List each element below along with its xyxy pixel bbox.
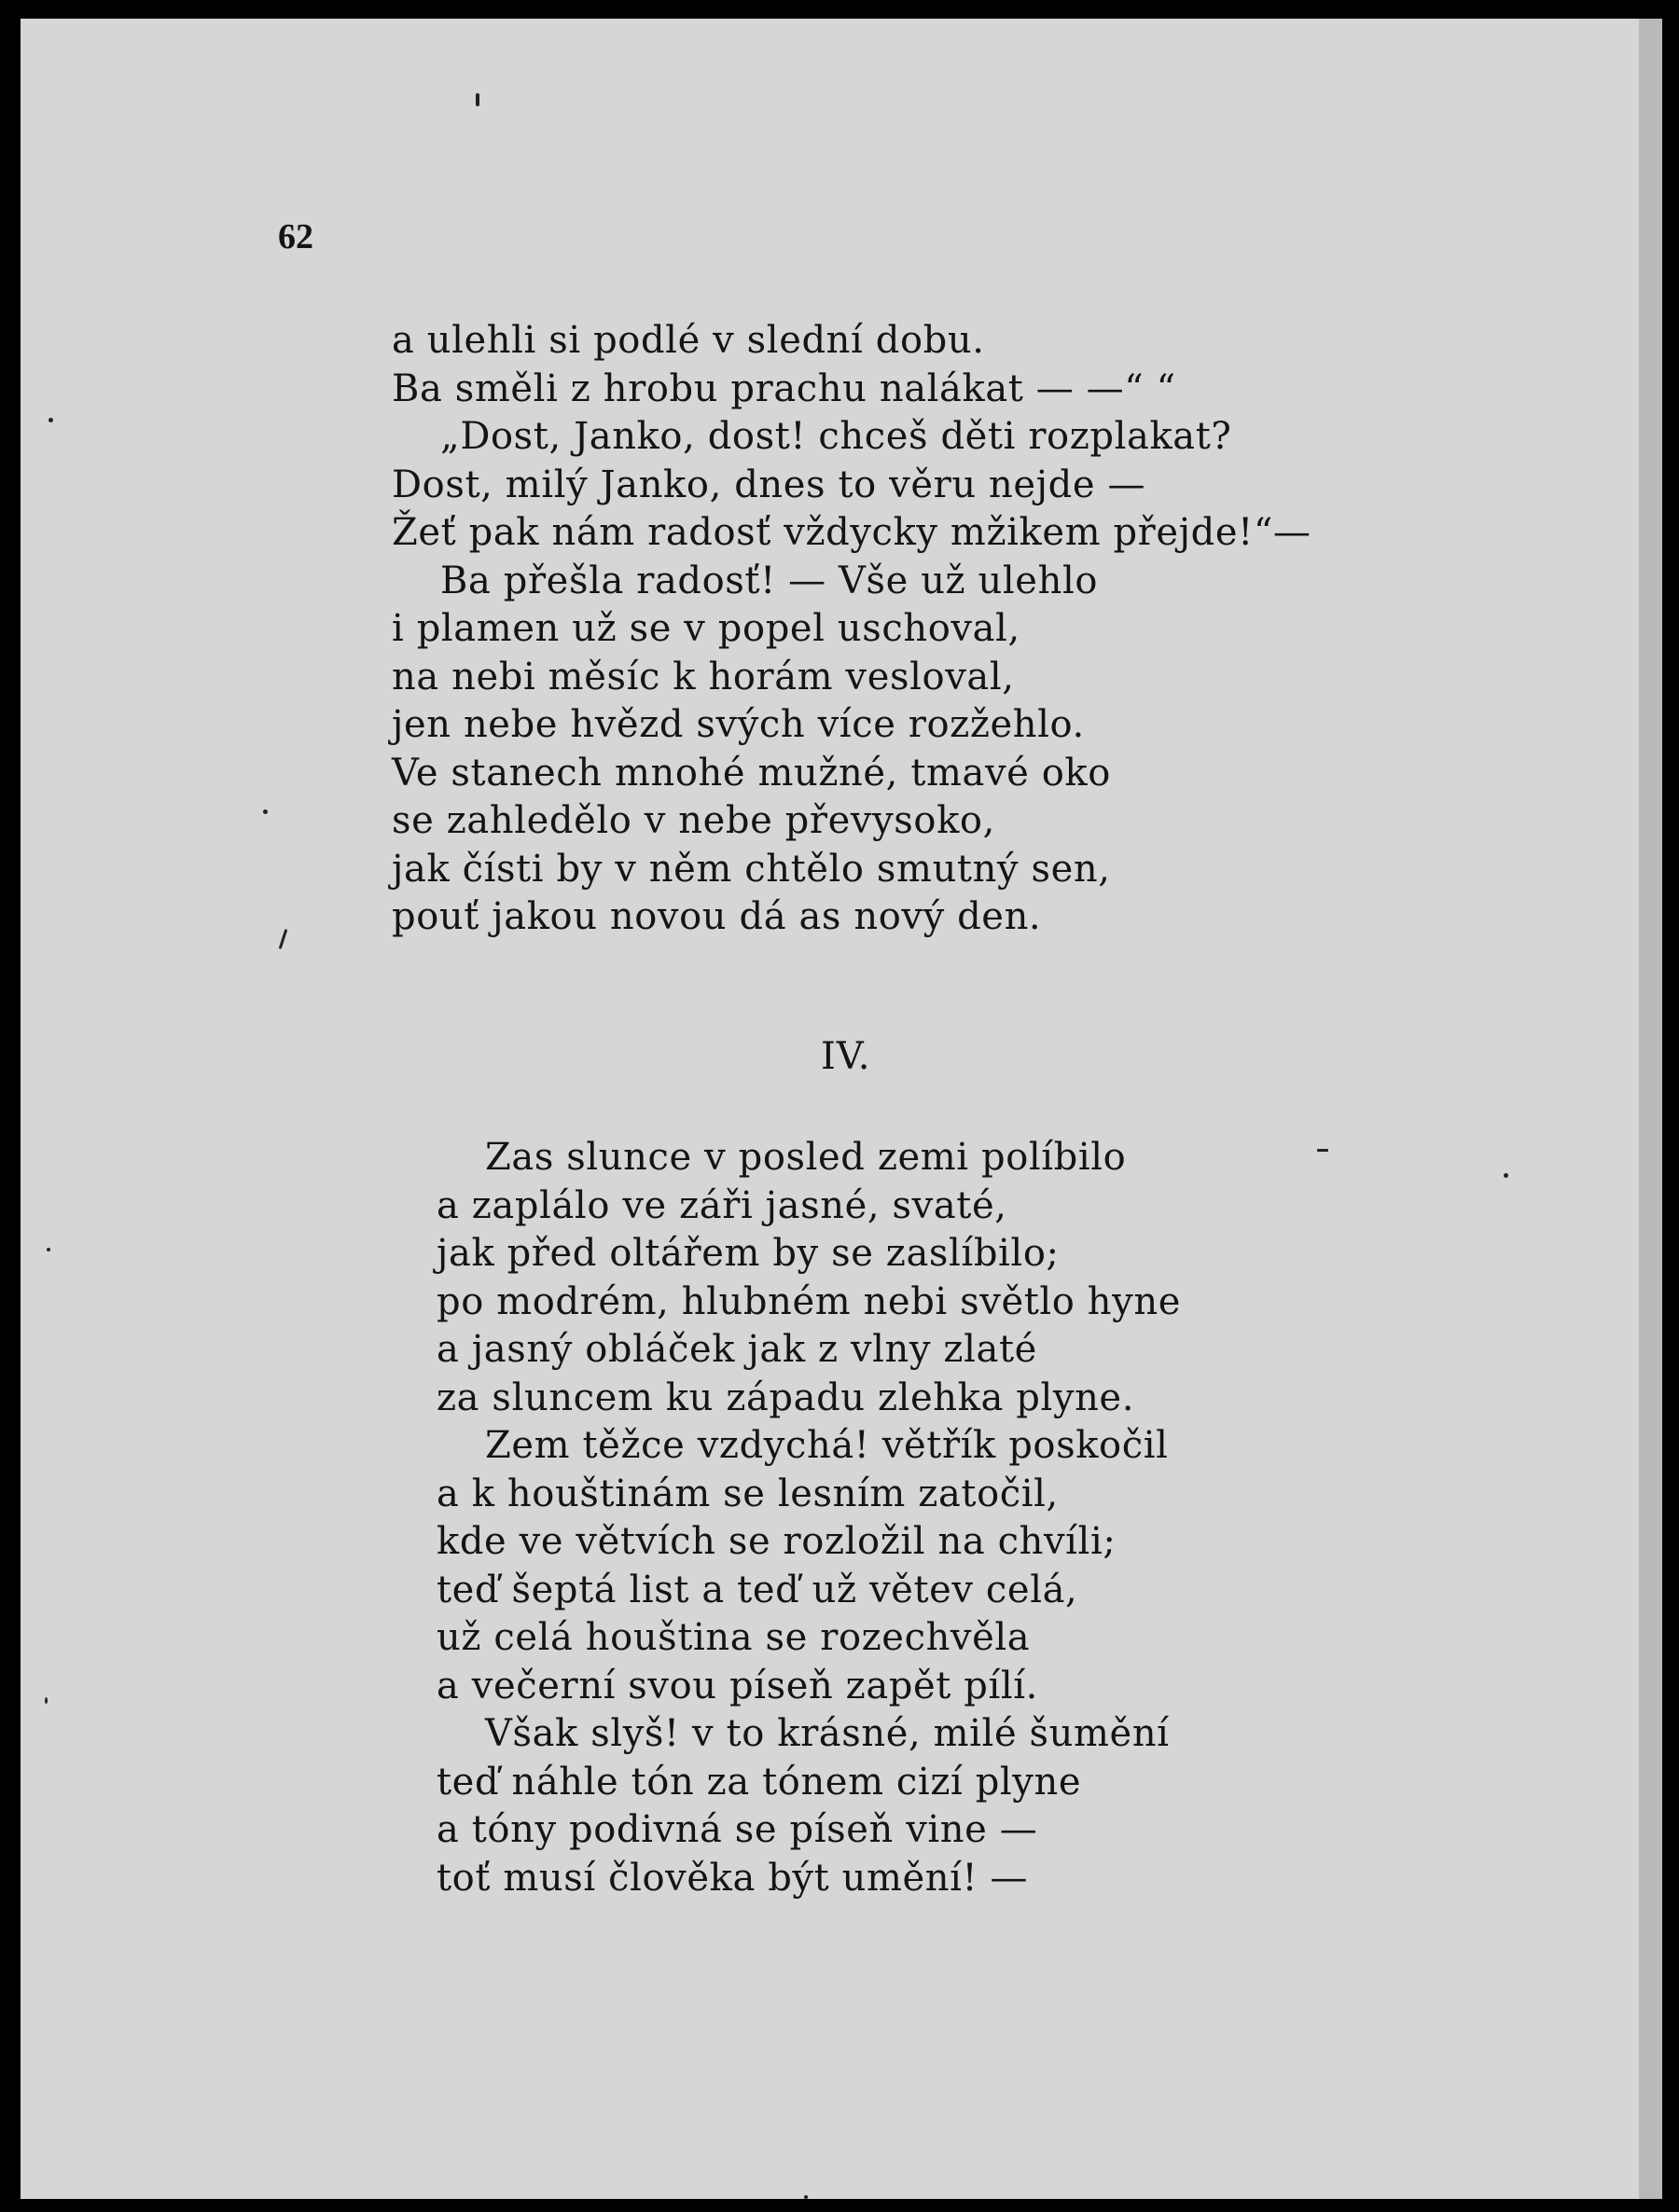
book-page: [21, 19, 1639, 2199]
poem-line: už celá houština se rozechvěla: [437, 1616, 1031, 1659]
poem-line: a ulehli si podlé v slední dobu.: [392, 319, 985, 362]
page-edge-shadow: [1639, 19, 1662, 2199]
poem-line: a večerní svou píseň zapět pílí.: [437, 1664, 1038, 1707]
scan-speck: [804, 2195, 808, 2199]
poem-line: Dost, milý Janko, dnes to věru nejde —: [392, 463, 1146, 506]
poem-line: Zem těžce vzdychá! větřík poskočil: [485, 1424, 1169, 1467]
page-number: 62: [278, 217, 313, 256]
scan-speck: [1317, 1149, 1328, 1152]
scan-speck: [263, 809, 268, 814]
scan-speck: [476, 93, 479, 106]
scan-speck: [279, 929, 288, 949]
poem-line: se zahledělo v nebe převysoko,: [392, 799, 995, 842]
poem-line: teď šeptá list a teď už větev celá,: [437, 1568, 1078, 1611]
poem-line: a jasný obláček jak z vlny zlaté: [437, 1328, 1037, 1371]
scan-speck: [45, 1697, 48, 1704]
poem-stanza-bottom: [437, 1134, 1181, 1902]
poem-line: a zaplálo ve záři jasné, svaté,: [437, 1183, 1007, 1227]
poem-line: Však slyš! v to krásné, milé šumění: [485, 1712, 1170, 1755]
scan-speck: [49, 418, 53, 422]
poem-line: Ba směli z hrobu prachu nalákat — —“ “: [392, 366, 1176, 410]
poem-line: jen nebe hvězd svých více rozžehlo.: [392, 703, 1085, 746]
poem-stanza-top: [392, 317, 1311, 942]
poem-line: na nebi měsíc k horám vesloval,: [392, 655, 1015, 698]
scan-speck: [47, 1248, 50, 1251]
poem-line: Zas slunce v posled zemi políbilo: [485, 1136, 1127, 1179]
poem-line: toť musí člověka být umění! —: [437, 1856, 1029, 1900]
poem-line: Ve stanech mnohé mužné, tmavé oko: [392, 751, 1111, 795]
poem-line: po modrém, hlubném nebi světlo hyne: [437, 1279, 1181, 1323]
poem-line: a tóny podivná se píseň vine —: [437, 1808, 1038, 1851]
poem-line: pouť jakou novou dá as nový den.: [392, 895, 1042, 938]
scan-speck: [1504, 1173, 1508, 1178]
poem-line: i plamen už se v popel uschoval,: [392, 607, 1020, 650]
poem-line: teď náhle tón za tónem cizí plyne: [437, 1760, 1082, 1804]
poem-line: a k houštinám se lesním zatočil,: [437, 1472, 1059, 1515]
poem-line: jak čísti by v něm chtělo smutný sen,: [392, 847, 1111, 891]
poem-line: kde ve větvích se rozložil na chvíli;: [437, 1520, 1117, 1563]
poem-line: „Dost, Janko, dost! chceš děti rozplakat?: [440, 415, 1232, 458]
section-heading-numeral: IV.: [821, 1035, 871, 1078]
poem-line: jak před oltářem by se zaslíbilo;: [437, 1232, 1060, 1275]
poem-line: za sluncem ku západu zlehka plyne.: [437, 1376, 1135, 1419]
poem-line: Žeť pak nám radosť vždycky mžikem přejde!“—: [392, 511, 1311, 554]
poem-line: Ba přešla radosť! — Vše už ulehlo: [440, 559, 1099, 602]
